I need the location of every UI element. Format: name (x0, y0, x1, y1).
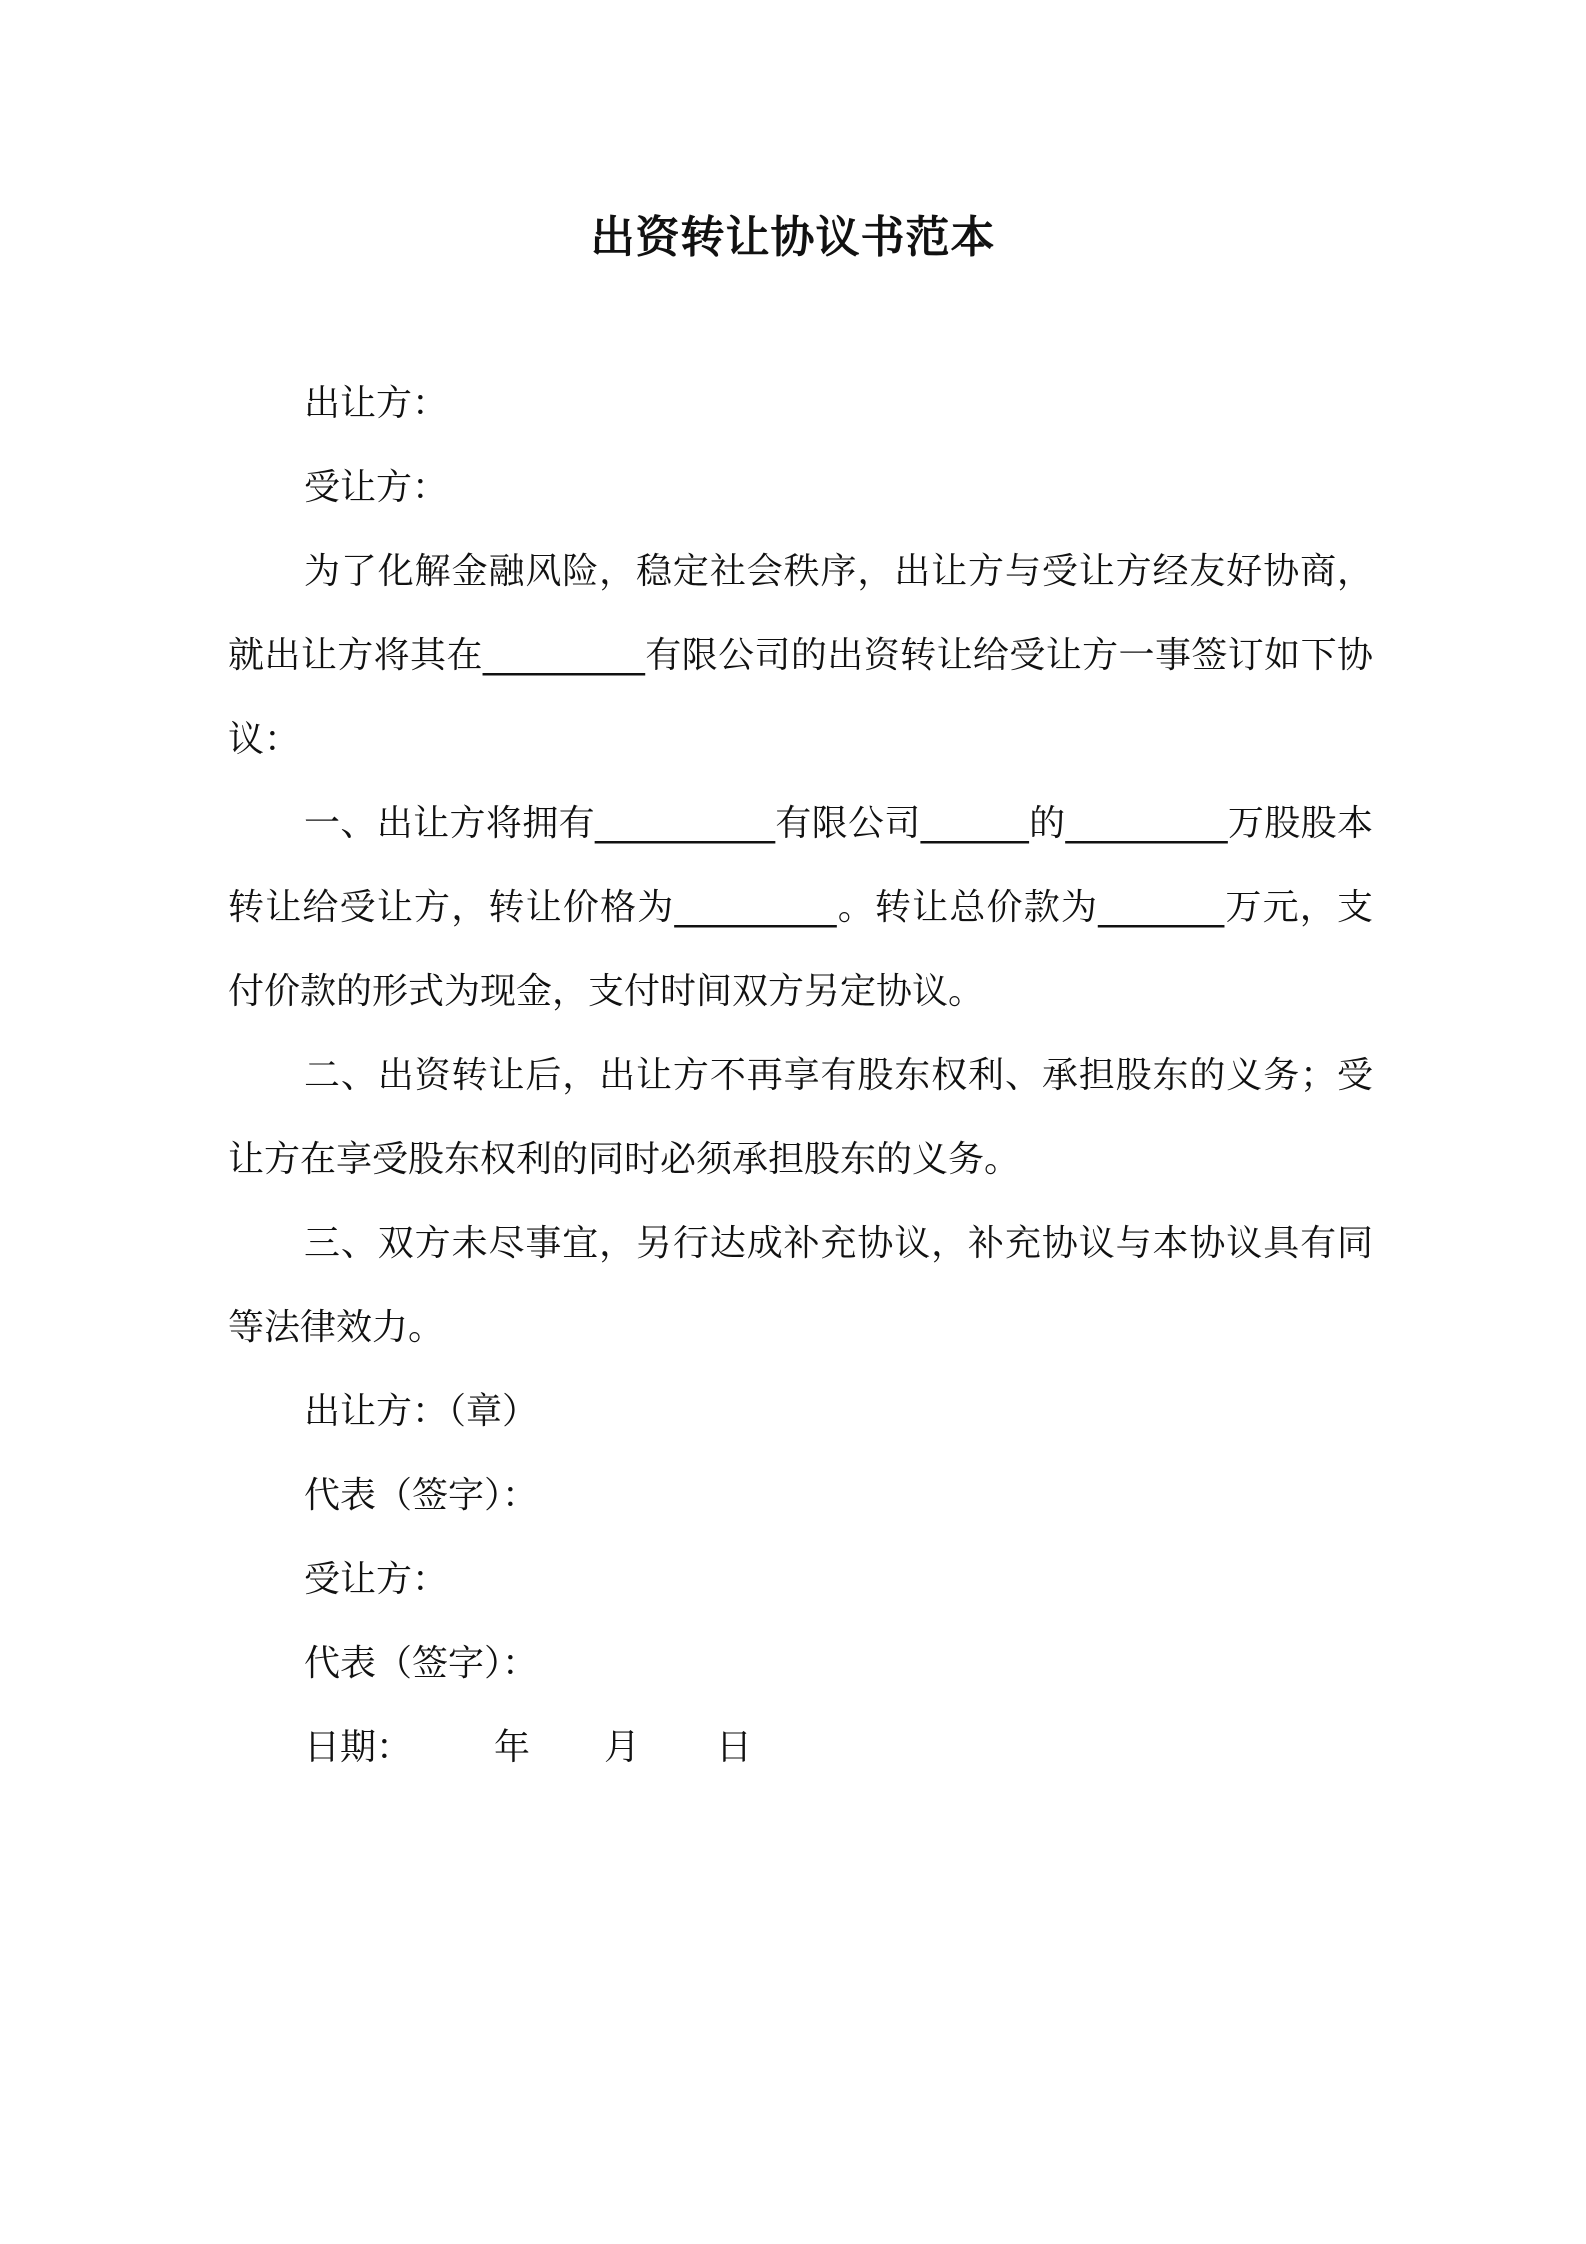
date-month: 月 (604, 1727, 641, 1768)
date-day: 日 (716, 1727, 753, 1768)
clause-2-paragraph: 二、出资转让后，出让方不再享有股东权利、承担股东的义务；受让方在享受股东权利的同时必须承担股东的义务。 (228, 1055, 1373, 1180)
sign-transferee-line: 受让方： (304, 1559, 449, 1600)
document-body (228, 362, 1373, 1790)
sign-transferor-line: 出让方：（章） (304, 1391, 539, 1432)
document-title: 出资转让协议书范本 (590, 212, 996, 263)
date-label: 日期： (304, 1727, 413, 1768)
transferor-line: 出让方： (304, 383, 449, 424)
preamble-paragraph: 为了化解金融风险，稳定社会秩序，出让方与受让方经友好协商，就出让方将其在_________有限公司的出资转让给受让方一事签订如下协议： (228, 551, 1373, 760)
date-year: 年 (494, 1727, 531, 1768)
sign-representative-1-line: 代表（签字）： (304, 1475, 539, 1516)
transferee-line: 受让方： (304, 467, 449, 508)
clause-1-paragraph: 一、出让方将拥有__________有限公司______的_________万股股本转让给受让方，转让价格为_________。转让总价款为_______万元，支付价款的形式为现金，支付时间双方另定协议。 (228, 803, 1373, 1012)
sign-representative-2-line: 代表（签字）： (304, 1643, 539, 1684)
clause-3-paragraph: 三、双方未尽事宜，另行达成补充协议，补充协议与本协议具有同等法律效力。 (228, 1223, 1373, 1348)
date-line (228, 1706, 1373, 1790)
